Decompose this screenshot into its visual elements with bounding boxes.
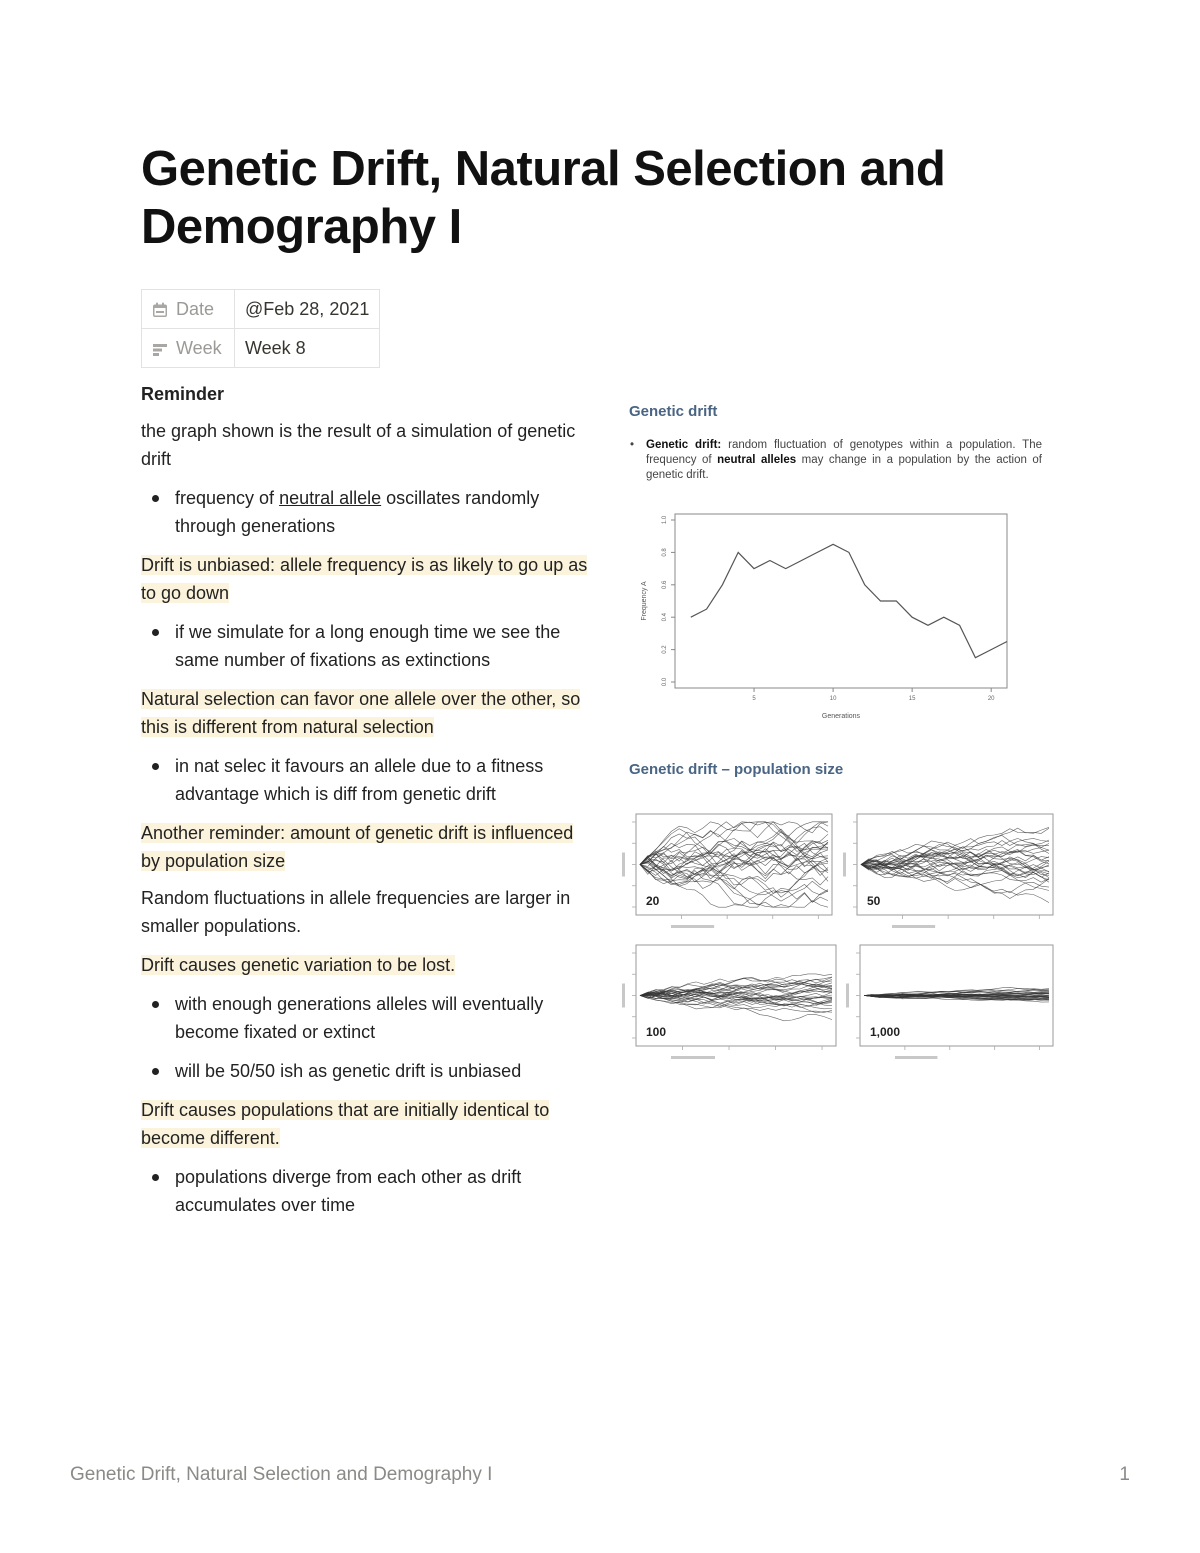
text-property-icon: [152, 341, 168, 357]
highlight-text: Natural selection can favor one allele over the other, so this is different from natural selection: [141, 689, 581, 737]
slide2-title: Genetic drift – population size: [629, 761, 844, 778]
panel-label: 100: [646, 1025, 667, 1039]
y-tick-label: 0.6: [662, 580, 668, 589]
bullet-list: [141, 752, 589, 808]
plot-frame: [675, 514, 1007, 688]
calendar-icon: [152, 302, 168, 318]
panel-label: 1,000: [870, 1025, 901, 1039]
page-number: 1: [1119, 1464, 1130, 1485]
panel-axis-label: [846, 984, 849, 1008]
highlight-paragraph: [141, 685, 589, 741]
highlight-text: Drift causes populations that are initially identical to become different.: [141, 1100, 550, 1148]
slide1-bullet-dot: •: [630, 439, 635, 451]
frequency-series-line: [691, 544, 1007, 657]
list-item: will be 50/50 ish as genetic drift is unbiased: [141, 1057, 589, 1085]
property-key-date: [142, 290, 235, 329]
list-item: populations diverge from each other as drift accumulates over time: [141, 1163, 589, 1219]
neutral-allele-link[interactable]: neutral allele: [279, 488, 382, 508]
population-size-panels: [618, 808, 1063, 1070]
property-key-week-label: Week: [176, 337, 222, 358]
drift-line-chart: [630, 505, 1020, 723]
page-title: Genetic Drift, Natural Selection and Demography I: [141, 142, 946, 254]
population-panel-20: [622, 814, 832, 928]
panel-label: 50: [867, 894, 881, 908]
chart-ylabel: Frequency A: [641, 581, 648, 621]
property-row-week: [142, 329, 380, 368]
population-panel-100: [622, 945, 836, 1059]
property-key-week: [142, 329, 235, 368]
intro-paragraph: the graph shown is the result of a simulation of genetic drift: [141, 421, 576, 469]
panel-axis-label: [671, 1056, 715, 1059]
list-item: in nat selec it favours an allele due to a fitness advantage which is diff from genetic drift: [141, 752, 589, 808]
x-tick-label: 5: [752, 696, 756, 702]
x-tick-label: 15: [908, 696, 916, 702]
properties-table: [141, 289, 380, 368]
y-tick-label: 0.4: [662, 613, 668, 622]
property-key-date-label: Date: [176, 298, 215, 319]
panel-axis-label: [622, 984, 625, 1008]
bullet-list: [141, 990, 589, 1085]
bullet-list: [141, 1163, 589, 1219]
y-tick-label: 0.2: [662, 645, 668, 654]
panel-axis-label: [671, 925, 714, 928]
panel-axis-label: [843, 853, 846, 877]
list-item: [141, 484, 589, 540]
population-panel-1000: [846, 945, 1053, 1059]
panel-axis-label: [892, 925, 935, 928]
slide1-bold: neutral alleles: [717, 454, 797, 466]
highlight-paragraph: [141, 951, 589, 979]
property-row-date: [142, 290, 380, 329]
panel-axis-label: [895, 1056, 937, 1059]
highlight-paragraph: [141, 1096, 589, 1152]
bullet1-post: oscillates randomly through generations: [175, 488, 540, 536]
x-tick-label: 20: [987, 696, 995, 702]
property-value-week[interactable]: Week 8: [235, 329, 380, 368]
x-tick-label: 10: [829, 696, 837, 702]
population-paragraph: Random fluctuations in allele frequencies are larger in smaller populations.: [141, 888, 571, 936]
highlight-text: Drift causes genetic variation to be lost.: [141, 955, 456, 975]
highlight-text: Drift is unbiased: allele frequency is as likely to go up as to go down: [141, 555, 588, 603]
notes-column: [141, 380, 589, 1230]
slide1-title: Genetic drift: [629, 403, 718, 420]
chart-xlabel: Generations: [821, 713, 861, 720]
population-panel-50: [843, 814, 1053, 928]
list-item: if we simulate for a long enough time we see the same number of fixations as extinctions: [141, 618, 589, 674]
highlight-paragraph: [141, 819, 589, 875]
y-tick-label: 1.0: [662, 515, 668, 525]
slide1-text1: random fluctuation of genotypes within a population. The frequency of: [646, 439, 1042, 466]
slide1-term: Genetic drift:: [646, 439, 722, 451]
panel-axis-label: [622, 853, 625, 877]
bullet1-pre: frequency of: [175, 488, 280, 508]
panel-label: 20: [646, 894, 660, 908]
y-tick-label: 0.0: [662, 677, 668, 687]
property-value-date[interactable]: @Feb 28, 2021: [235, 290, 380, 329]
y-tick-label: 0.8: [662, 548, 668, 557]
footer-title: Genetic Drift, Natural Selection and Demography I: [70, 1464, 493, 1485]
reminder-heading: Reminder: [141, 384, 225, 404]
highlight-paragraph: [141, 551, 589, 607]
highlight-text: Another reminder: amount of genetic drift is influenced by population size: [141, 823, 574, 871]
bullet-list: [141, 618, 589, 674]
slide1-bullet: [630, 438, 1042, 483]
slide1-text2: may change in a population by the action of genetic drift.: [646, 454, 1042, 481]
bullet-list: [141, 484, 589, 540]
list-item: with enough generations alleles will eventually become fixated or extinct: [141, 990, 589, 1046]
